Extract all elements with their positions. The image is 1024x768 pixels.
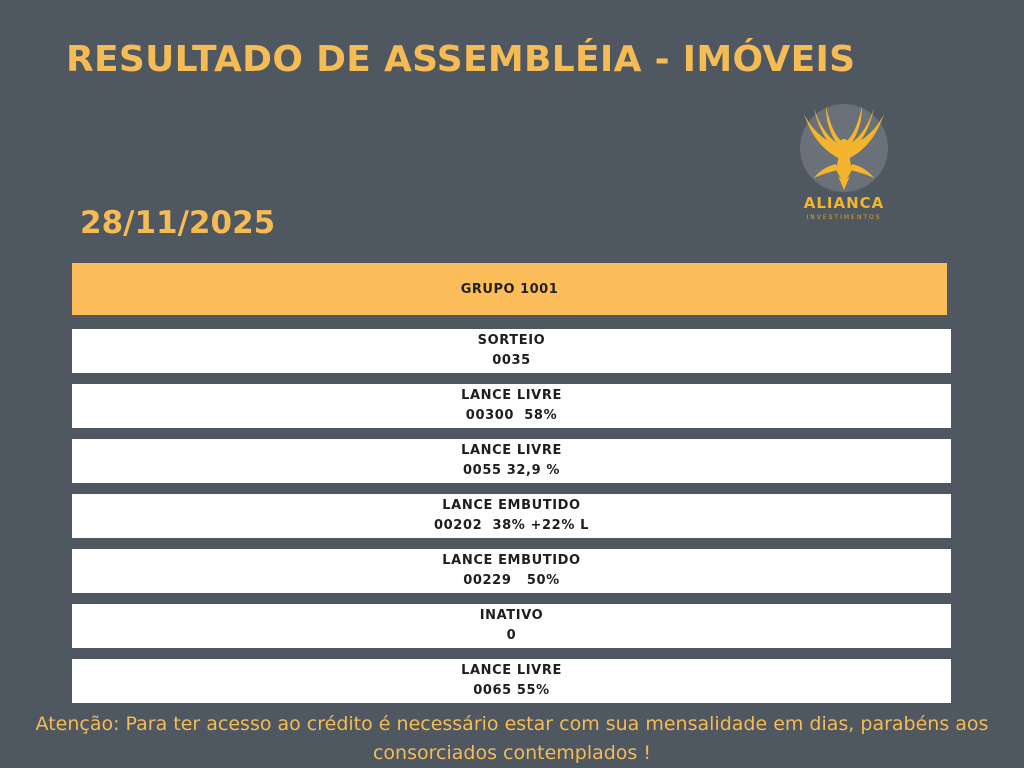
- result-value: 0065 55%: [473, 683, 550, 698]
- result-value: 00202 38% +22% L: [434, 518, 589, 533]
- result-value: 00229 50%: [463, 573, 560, 588]
- result-row: [72, 439, 951, 483]
- result-type: INATIVO: [479, 608, 544, 623]
- results-list: [72, 329, 951, 714]
- result-value: 00300 58%: [465, 408, 558, 423]
- result-value: 0055 32,9 %: [463, 463, 560, 478]
- group-label: GRUPO 1001: [460, 281, 559, 297]
- assembly-date: 28/11/2025: [80, 205, 276, 241]
- result-type: LANCE LIVRE: [461, 663, 562, 678]
- result-row: [72, 549, 951, 593]
- company-logo: [788, 100, 900, 226]
- logo-name: ALIANCA: [803, 194, 885, 212]
- result-row: [72, 384, 951, 428]
- footer-notice: Atenção: Para ter acesso ao crédito é necessário estar com sua mensalidade em dias, parabéns aos consorciados contemplados !: [35, 713, 989, 764]
- result-row: [72, 604, 951, 648]
- result-value: 0035: [492, 353, 531, 368]
- group-header: [72, 263, 947, 315]
- result-row: [72, 494, 951, 538]
- result-type: LANCE LIVRE: [461, 443, 562, 458]
- result-type: SORTEIO: [477, 333, 546, 348]
- result-type: LANCE EMBUTIDO: [442, 553, 581, 568]
- result-type: LANCE EMBUTIDO: [442, 498, 581, 513]
- result-value: 0: [506, 628, 517, 643]
- result-row: [72, 659, 951, 703]
- eagle-icon: [796, 100, 892, 196]
- result-row: [72, 329, 951, 373]
- page-title: RESULTADO DE ASSEMBLÉIA - IMÓVEIS: [66, 39, 856, 80]
- result-type: LANCE LIVRE: [461, 388, 562, 403]
- logo-subtitle: INVESTIMENTOS: [806, 214, 882, 221]
